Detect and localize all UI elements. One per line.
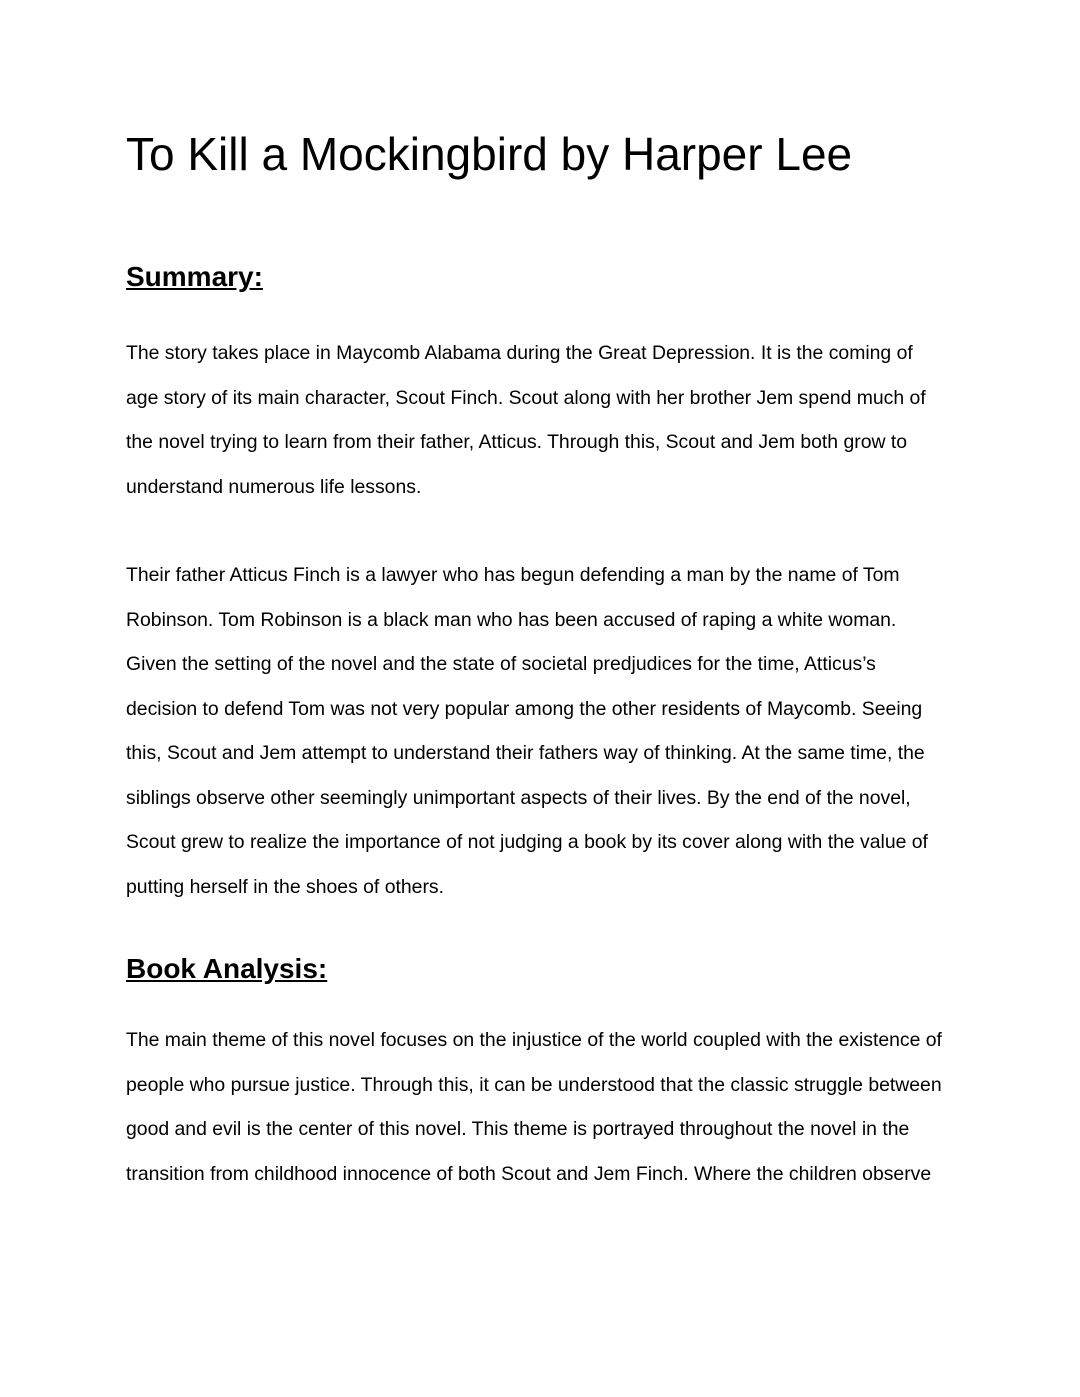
text-line: putting herself in the shoes of others. [126, 875, 444, 898]
heading-summary: Summary: [126, 261, 263, 292]
text-line: The story takes place in Maycomb Alabama during the Great Depression. It is the coming of [126, 342, 913, 364]
text-line: decision to defend Tom was not very popular among the other residents of Maycomb. Seeing [126, 697, 923, 720]
text-line: Their father Atticus Finch is a lawyer who has begun defending a man by the name of Tom [126, 564, 900, 586]
text-line: the novel trying to learn from their father, Atticus. Through this, Scout and Jem both grow to [126, 431, 908, 453]
text-line: siblings observe other seemingly unimportant aspects of their lives. By the end of the novel, [126, 786, 911, 809]
text-line: The main theme of this novel focuses on the injustice of the world coupled with the existence of [126, 1029, 942, 1051]
text-line: transition from childhood innocence of both Scout and Jem Finch. Where the children observe [126, 1162, 932, 1185]
summary-paragraph-2 [126, 553, 955, 909]
analysis-paragraph-1 [126, 1018, 955, 1196]
text-line: Robinson. Tom Robinson is a black man who has been accused of raping a white woman. [126, 608, 897, 631]
text-line: Given the setting of the novel and the state of societal predjudices for the time, Atticus’s [126, 653, 876, 675]
text-line: Scout grew to realize the importance of not judging a book by its cover along with the value of [126, 831, 928, 853]
text-line: people who pursue justice. Through this, it can be understood that the classic struggle between [126, 1073, 942, 1096]
text-line: age story of its main character, Scout Finch. Scout along with her brother Jem spend much of [126, 386, 926, 409]
text-line: understand numerous life lessons. [126, 475, 422, 498]
text-line: this, Scout and Jem attempt to understand their fathers way of thinking. At the same time, the [126, 742, 925, 764]
text-line: good and evil is the center of this novel. This theme is portrayed throughout the novel in the [126, 1118, 910, 1140]
document-title: To Kill a Mockingbird by Harper Lee [126, 128, 853, 180]
summary-paragraph-1 [126, 331, 955, 509]
heading-book-analysis: Book Analysis: [126, 953, 328, 984]
